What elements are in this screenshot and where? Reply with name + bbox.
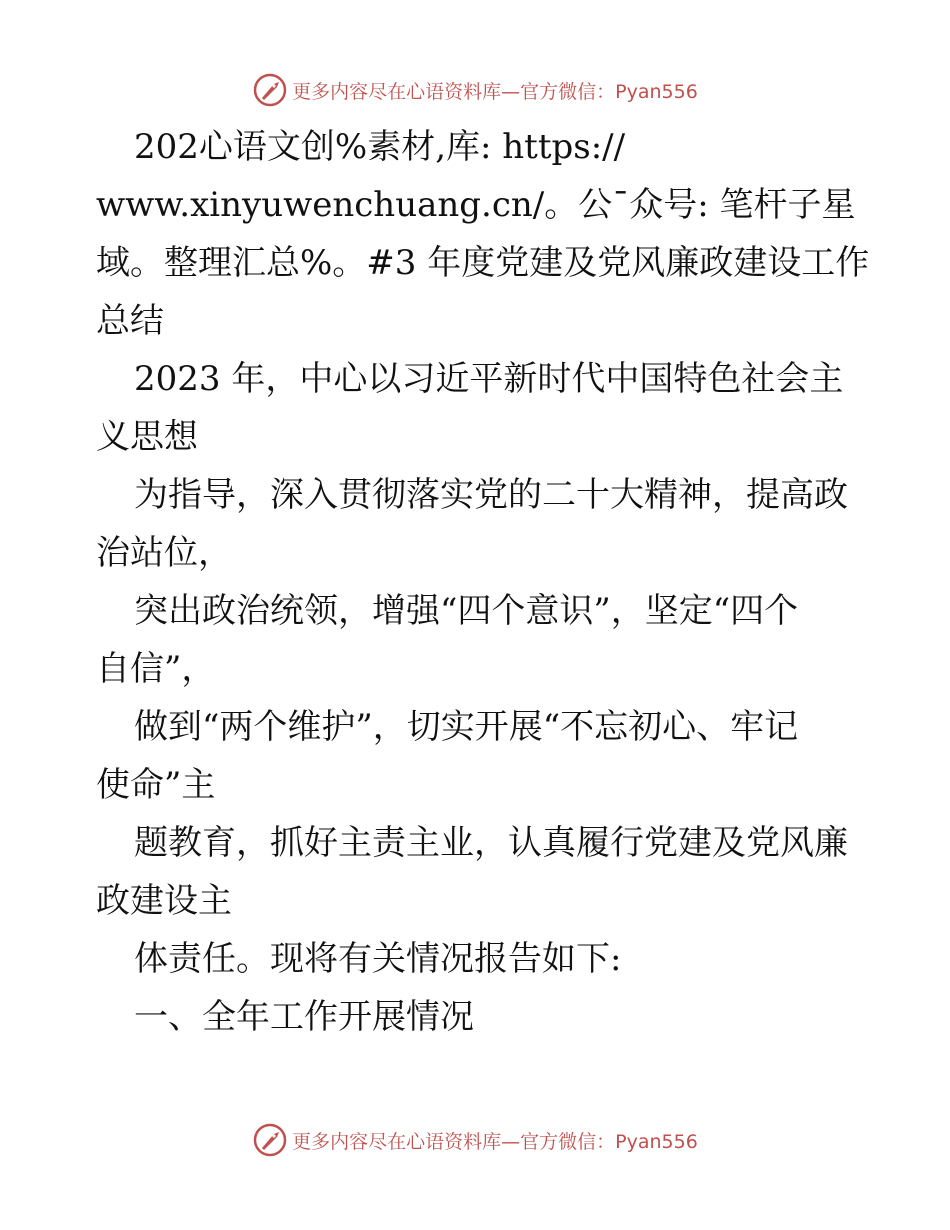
- section-heading: 一、全年工作开展情况: [134, 997, 474, 1037]
- body-line: 为指导，深入贯彻落实党的二十大精神，提高政: [134, 475, 848, 515]
- body-line: 突出政治统领，增强“四个意识”，坚定“四个: [134, 591, 799, 631]
- body-line: 域。整理汇总%。#3 年度党建及党风廉政建设工作: [96, 243, 870, 283]
- footer-banner-text: 更多内容尽在心语资料库—官方微信：Pyan556: [292, 1130, 698, 1153]
- body-line: 题教育，抓好主责主业，认真履行党建及党风廉: [134, 823, 848, 863]
- body-line: www.xinyuwenchuang.cn/。公¯众号: 笔杆子星: [96, 185, 856, 225]
- body-line: 202心语文创%素材,库: https://: [134, 127, 626, 167]
- header-banner: [0, 70, 950, 110]
- pen-nib-icon: [252, 72, 288, 108]
- body-line: 治站位，: [96, 533, 232, 573]
- pen-nib-icon: [252, 1122, 288, 1158]
- body-line: 总结: [96, 301, 164, 341]
- body-line: 体责任。现将有关情况报告如下:: [134, 939, 622, 979]
- footer-banner: [0, 1120, 950, 1160]
- body-line: 政建设主: [96, 881, 232, 921]
- body-line: 做到“两个维护”，切实开展“不忘初心、牢记: [134, 707, 799, 747]
- document-body: [96, 118, 870, 1046]
- body-line: 2023 年，中心以习近平新时代中国特色社会主: [134, 359, 844, 399]
- header-banner-text: 更多内容尽在心语资料库—官方微信：Pyan556: [292, 80, 698, 103]
- body-line: 自信”，: [96, 649, 216, 689]
- body-line: 使命”主: [96, 765, 216, 805]
- body-line: 义思想: [96, 417, 198, 457]
